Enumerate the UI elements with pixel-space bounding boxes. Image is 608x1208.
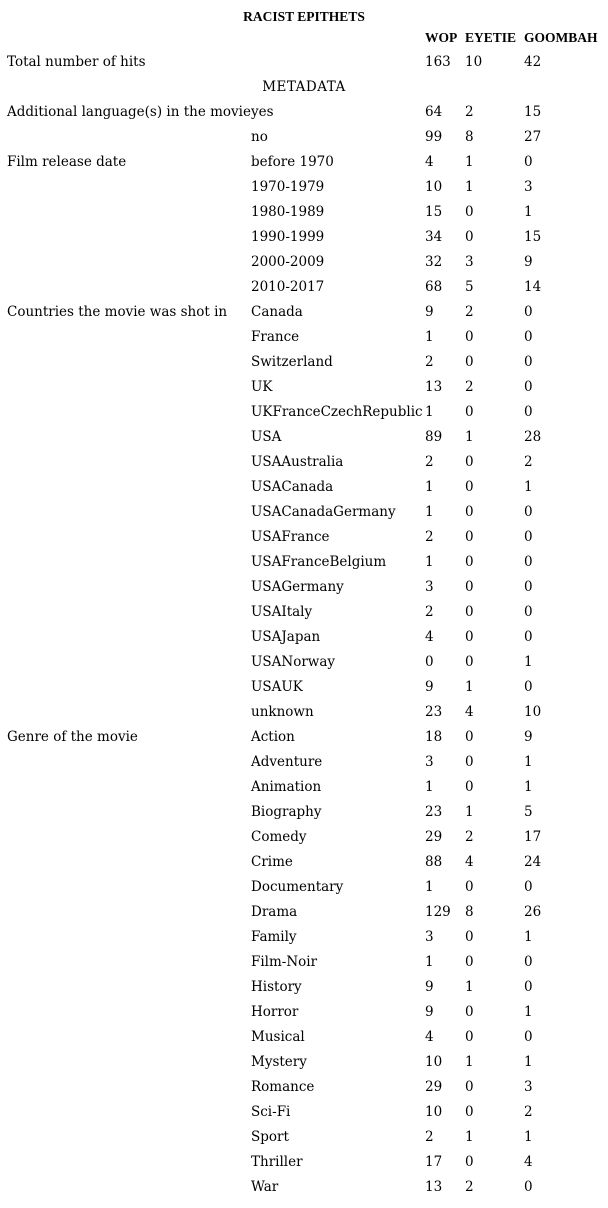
category-cell: USAAustralia xyxy=(251,454,344,470)
value-cell-eyetie: 0 xyxy=(465,579,474,595)
table-row xyxy=(0,225,608,250)
value-cell-eyetie: 1 xyxy=(465,429,474,445)
value-cell-eyetie: 2 xyxy=(465,304,474,320)
category-cell: Canada xyxy=(251,304,303,320)
value-cell-wop: 2 xyxy=(425,529,434,545)
column-header-eyetie: EYETIE xyxy=(465,30,517,45)
value-cell-goombah: 1 xyxy=(524,1129,533,1145)
value-cell-eyetie: 2 xyxy=(465,379,474,395)
table-row xyxy=(0,200,608,225)
value-cell-wop: 9 xyxy=(425,304,434,320)
category-cell: 2000-2009 xyxy=(251,254,325,270)
value-cell-goombah: 9 xyxy=(524,254,533,270)
value-cell-goombah: 15 xyxy=(524,104,542,120)
category-cell: Sci-Fi xyxy=(251,1104,291,1120)
category-cell: no xyxy=(251,129,268,145)
value-cell-eyetie: 4 xyxy=(465,854,474,870)
value-cell-goombah: 0 xyxy=(524,579,533,595)
value-cell-eyetie: 0 xyxy=(465,554,474,570)
column-header-wop: WOP xyxy=(425,30,458,45)
table-row xyxy=(0,1125,608,1150)
value-cell-goombah: 0 xyxy=(524,304,533,320)
value-cell-goombah: 5 xyxy=(524,804,533,820)
category-cell: History xyxy=(251,979,302,995)
table-row xyxy=(0,725,608,750)
column-header-row xyxy=(0,25,608,50)
metadata-groups xyxy=(0,100,608,1200)
value-cell-wop: 1 xyxy=(425,329,434,345)
value-cell-eyetie: 0 xyxy=(465,879,474,895)
value-cell-eyetie: 0 xyxy=(465,504,474,520)
table-row xyxy=(0,500,608,525)
value-cell-eyetie: 1 xyxy=(465,154,474,170)
value-cell-wop: 15 xyxy=(425,204,443,220)
value-cell-wop: 2 xyxy=(425,354,434,370)
value-cell-eyetie: 0 xyxy=(465,604,474,620)
value-cell-eyetie: 1 xyxy=(465,1054,474,1070)
category-cell: Horror xyxy=(251,1004,299,1020)
value-cell-eyetie: 8 xyxy=(465,904,474,920)
category-cell: France xyxy=(251,329,300,345)
value-cell-wop: 1 xyxy=(425,879,434,895)
category-cell: before 1970 xyxy=(251,154,334,170)
group-label: Genre of the movie xyxy=(7,729,138,745)
value-cell-eyetie: 0 xyxy=(465,1004,474,1020)
value-cell-goombah: 0 xyxy=(524,629,533,645)
value-cell-wop: 9 xyxy=(425,679,434,695)
category-cell: USAItaly xyxy=(251,604,313,620)
value-cell-eyetie: 0 xyxy=(465,1029,474,1045)
category-cell: Mystery xyxy=(251,1054,307,1070)
table-row xyxy=(0,700,608,725)
table-row xyxy=(0,1050,608,1075)
value-cell-goombah: 14 xyxy=(524,279,542,295)
table-row xyxy=(0,150,608,175)
value-cell-eyetie: 1 xyxy=(465,179,474,195)
value-cell-goombah: 3 xyxy=(524,179,533,195)
table-row xyxy=(0,775,608,800)
category-cell: Sport xyxy=(251,1129,289,1145)
group-label: Additional language(s) in the movie xyxy=(7,104,251,120)
value-cell-goombah: 1 xyxy=(524,479,533,495)
value-cell-eyetie: 0 xyxy=(465,479,474,495)
value-cell-eyetie: 0 xyxy=(465,329,474,345)
table-row xyxy=(0,100,608,125)
table-row xyxy=(0,575,608,600)
table-title: RACIST EPITHETS xyxy=(243,9,365,24)
category-cell: Family xyxy=(251,929,297,945)
category-cell: Thriller xyxy=(251,1154,303,1170)
value-cell-eyetie: 4 xyxy=(465,704,474,720)
category-cell: USAGermany xyxy=(251,579,344,595)
value-cell-wop: 3 xyxy=(425,754,434,770)
group-label: Film release date xyxy=(7,154,127,170)
value-cell-goombah: 0 xyxy=(524,379,533,395)
table-row xyxy=(0,875,608,900)
table-row xyxy=(0,550,608,575)
value-cell-eyetie: 1 xyxy=(465,679,474,695)
table-row xyxy=(0,125,608,150)
category-cell: Animation xyxy=(251,779,322,795)
category-cell: Biography xyxy=(251,804,322,820)
total-eyetie: 10 xyxy=(465,54,483,70)
table-row xyxy=(0,1150,608,1175)
category-cell: Musical xyxy=(251,1029,305,1045)
value-cell-wop: 23 xyxy=(425,704,443,720)
value-cell-wop: 32 xyxy=(425,254,443,270)
value-cell-goombah: 0 xyxy=(524,604,533,620)
section-row xyxy=(0,75,608,100)
total-label: Total number of hits xyxy=(7,54,146,70)
value-cell-goombah: 0 xyxy=(524,554,533,570)
value-cell-wop: 13 xyxy=(425,379,443,395)
value-cell-wop: 10 xyxy=(425,1104,443,1120)
value-cell-goombah: 24 xyxy=(524,854,542,870)
category-cell: 2010-2017 xyxy=(251,279,325,295)
value-cell-wop: 68 xyxy=(425,279,443,295)
category-cell: 1970-1979 xyxy=(251,179,325,195)
value-cell-wop: 99 xyxy=(425,129,443,145)
value-cell-wop: 1 xyxy=(425,779,434,795)
category-cell: Comedy xyxy=(251,829,307,845)
value-cell-goombah: 0 xyxy=(524,1179,533,1195)
value-cell-eyetie: 2 xyxy=(465,1179,474,1195)
value-cell-wop: 1 xyxy=(425,504,434,520)
value-cell-goombah: 0 xyxy=(524,504,533,520)
table-row xyxy=(0,275,608,300)
table-row xyxy=(0,800,608,825)
value-cell-eyetie: 0 xyxy=(465,1104,474,1120)
value-cell-wop: 89 xyxy=(425,429,443,445)
table-row xyxy=(0,600,608,625)
category-cell: Crime xyxy=(251,854,293,870)
value-cell-eyetie: 0 xyxy=(465,529,474,545)
category-cell: War xyxy=(251,1179,279,1195)
value-cell-eyetie: 0 xyxy=(465,1079,474,1095)
value-cell-eyetie: 0 xyxy=(465,404,474,420)
category-cell: Film-Noir xyxy=(251,954,318,970)
value-cell-wop: 17 xyxy=(425,1154,443,1170)
value-cell-wop: 2 xyxy=(425,1129,434,1145)
category-cell: USAFrance xyxy=(251,529,330,545)
value-cell-wop: 88 xyxy=(425,854,443,870)
value-cell-wop: 18 xyxy=(425,729,443,745)
value-cell-wop: 1 xyxy=(425,479,434,495)
value-cell-wop: 10 xyxy=(425,1054,443,1070)
value-cell-goombah: 1 xyxy=(524,779,533,795)
value-cell-goombah: 2 xyxy=(524,1104,533,1120)
value-cell-eyetie: 1 xyxy=(465,1129,474,1145)
value-cell-goombah: 0 xyxy=(524,954,533,970)
table-row xyxy=(0,525,608,550)
category-cell: USAJapan xyxy=(251,629,321,645)
value-cell-goombah: 1 xyxy=(524,929,533,945)
value-cell-wop: 10 xyxy=(425,179,443,195)
section-label: METADATA xyxy=(262,79,346,95)
value-cell-wop: 4 xyxy=(425,154,434,170)
value-cell-goombah: 28 xyxy=(524,429,542,445)
value-cell-eyetie: 0 xyxy=(465,204,474,220)
value-cell-eyetie: 0 xyxy=(465,354,474,370)
value-cell-wop: 0 xyxy=(425,654,434,670)
category-cell: Switzerland xyxy=(251,354,333,370)
value-cell-wop: 13 xyxy=(425,1179,443,1195)
value-cell-wop: 1 xyxy=(425,554,434,570)
value-cell-goombah: 1 xyxy=(524,1054,533,1070)
total-wop: 163 xyxy=(425,54,451,70)
value-cell-wop: 29 xyxy=(425,829,443,845)
category-cell: yes xyxy=(251,104,274,120)
group-label: Countries the movie was shot in xyxy=(7,304,228,320)
value-cell-goombah: 9 xyxy=(524,729,533,745)
category-cell: UKFranceCzechRepublic xyxy=(251,404,423,420)
value-cell-eyetie: 0 xyxy=(465,654,474,670)
table-row xyxy=(0,950,608,975)
table-row xyxy=(0,975,608,1000)
table-row xyxy=(0,1075,608,1100)
table-row xyxy=(0,650,608,675)
value-cell-wop: 4 xyxy=(425,1029,434,1045)
category-cell: USAFranceBelgium xyxy=(251,554,387,570)
value-cell-goombah: 0 xyxy=(524,404,533,420)
value-cell-goombah: 10 xyxy=(524,704,542,720)
value-cell-wop: 1 xyxy=(425,954,434,970)
table-row xyxy=(0,425,608,450)
table-row xyxy=(0,900,608,925)
table-row xyxy=(0,350,608,375)
category-cell: USAUK xyxy=(251,679,303,695)
value-cell-eyetie: 0 xyxy=(465,629,474,645)
value-cell-goombah: 1 xyxy=(524,1004,533,1020)
value-cell-wop: 3 xyxy=(425,929,434,945)
value-cell-eyetie: 1 xyxy=(465,979,474,995)
value-cell-eyetie: 2 xyxy=(465,829,474,845)
value-cell-wop: 9 xyxy=(425,1004,434,1020)
value-cell-goombah: 0 xyxy=(524,879,533,895)
category-cell: Documentary xyxy=(251,879,344,895)
value-cell-wop: 1 xyxy=(425,404,434,420)
value-cell-goombah: 0 xyxy=(524,1029,533,1045)
category-cell: USACanada xyxy=(251,479,334,495)
value-cell-eyetie: 0 xyxy=(465,779,474,795)
value-cell-goombah: 0 xyxy=(524,154,533,170)
value-cell-goombah: 0 xyxy=(524,979,533,995)
table-row xyxy=(0,625,608,650)
table-row xyxy=(0,1175,608,1200)
category-cell: Adventure xyxy=(251,754,323,770)
table-row xyxy=(0,400,608,425)
category-cell: Romance xyxy=(251,1079,315,1095)
category-cell: Action xyxy=(251,729,295,745)
column-header-goombah: GOOMBAH xyxy=(524,30,598,45)
value-cell-eyetie: 1 xyxy=(465,804,474,820)
value-cell-goombah: 15 xyxy=(524,229,542,245)
value-cell-goombah: 1 xyxy=(524,654,533,670)
value-cell-goombah: 0 xyxy=(524,329,533,345)
value-cell-goombah: 0 xyxy=(524,354,533,370)
table-row xyxy=(0,300,608,325)
value-cell-wop: 2 xyxy=(425,604,434,620)
value-cell-wop: 29 xyxy=(425,1079,443,1095)
category-cell: USACanadaGermany xyxy=(251,504,396,520)
value-cell-eyetie: 3 xyxy=(465,254,474,270)
table-row xyxy=(0,450,608,475)
value-cell-eyetie: 0 xyxy=(465,229,474,245)
value-cell-goombah: 27 xyxy=(524,129,542,145)
table-row xyxy=(0,750,608,775)
value-cell-wop: 3 xyxy=(425,579,434,595)
value-cell-goombah: 26 xyxy=(524,904,542,920)
total-row xyxy=(0,50,608,75)
value-cell-wop: 34 xyxy=(425,229,443,245)
value-cell-goombah: 4 xyxy=(524,1154,533,1170)
value-cell-goombah: 0 xyxy=(524,679,533,695)
category-cell: Drama xyxy=(251,904,298,920)
value-cell-goombah: 17 xyxy=(524,829,542,845)
value-cell-eyetie: 0 xyxy=(465,954,474,970)
total-goombah: 42 xyxy=(524,54,542,70)
table-row xyxy=(0,925,608,950)
value-cell-eyetie: 5 xyxy=(465,279,474,295)
value-cell-goombah: 3 xyxy=(524,1079,533,1095)
category-cell: 1990-1999 xyxy=(251,229,325,245)
value-cell-eyetie: 0 xyxy=(465,929,474,945)
value-cell-wop: 2 xyxy=(425,454,434,470)
table-row xyxy=(0,175,608,200)
value-cell-wop: 64 xyxy=(425,104,443,120)
category-cell: UK xyxy=(251,379,273,395)
table-row xyxy=(0,375,608,400)
table-row xyxy=(0,475,608,500)
category-cell: USANorway xyxy=(251,654,335,670)
category-cell: unknown xyxy=(251,704,314,720)
category-cell: USA xyxy=(251,429,282,445)
table-row xyxy=(0,325,608,350)
value-cell-wop: 129 xyxy=(425,904,451,920)
value-cell-wop: 23 xyxy=(425,804,443,820)
value-cell-eyetie: 0 xyxy=(465,454,474,470)
table-row xyxy=(0,825,608,850)
value-cell-eyetie: 0 xyxy=(465,754,474,770)
value-cell-eyetie: 0 xyxy=(465,729,474,745)
category-cell: 1980-1989 xyxy=(251,204,325,220)
value-cell-goombah: 2 xyxy=(524,454,533,470)
value-cell-goombah: 1 xyxy=(524,204,533,220)
table-row xyxy=(0,1100,608,1125)
value-cell-goombah: 1 xyxy=(524,754,533,770)
value-cell-goombah: 0 xyxy=(524,529,533,545)
table-row xyxy=(0,1025,608,1050)
value-cell-wop: 4 xyxy=(425,629,434,645)
table-row xyxy=(0,850,608,875)
table-row xyxy=(0,250,608,275)
value-cell-wop: 9 xyxy=(425,979,434,995)
value-cell-eyetie: 0 xyxy=(465,1154,474,1170)
value-cell-eyetie: 2 xyxy=(465,104,474,120)
value-cell-eyetie: 8 xyxy=(465,129,474,145)
table-row xyxy=(0,1000,608,1025)
table-row xyxy=(0,675,608,700)
